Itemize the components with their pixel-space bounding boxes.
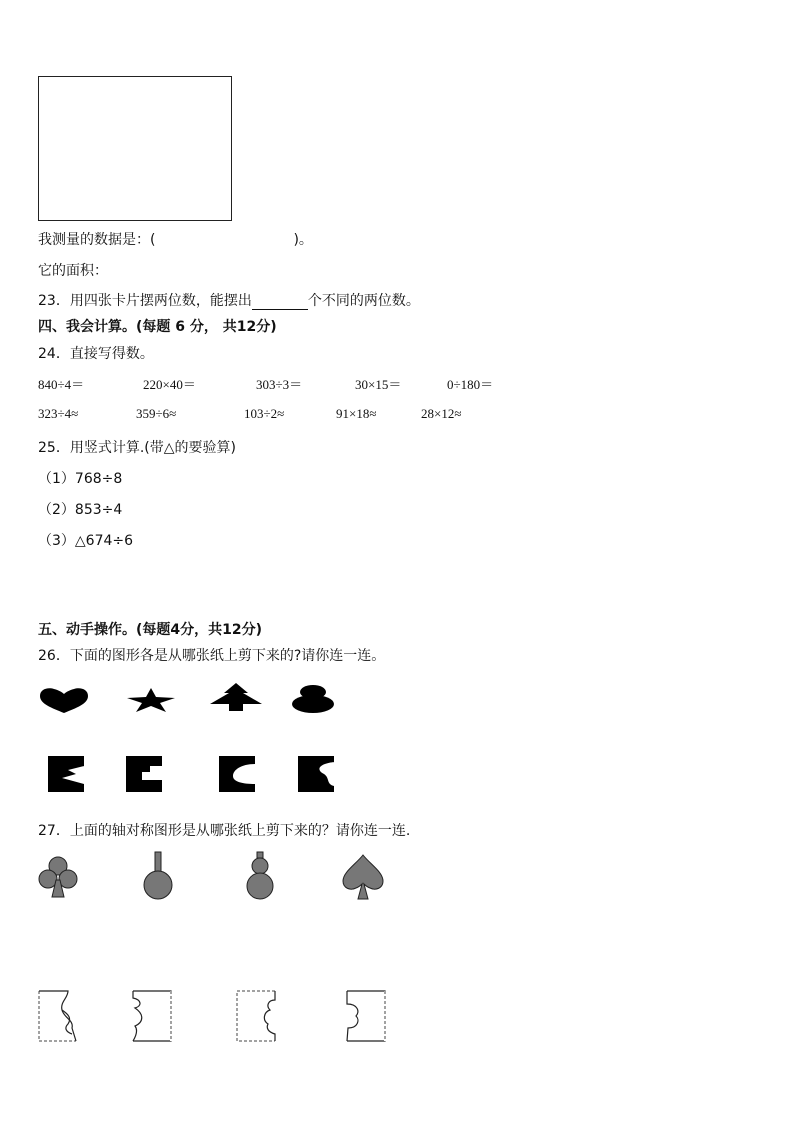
measure-line xyxy=(38,229,313,249)
q23-answer-blank[interactable] xyxy=(252,295,308,310)
q24-r1-c1: 840÷4＝ xyxy=(38,377,85,392)
lollipop-shape xyxy=(140,852,176,900)
question-27-title: 27．上面的轴对称图形是从哪张纸上剪下来的？请你连一连. xyxy=(38,823,411,839)
tree-arrow-shape xyxy=(210,683,262,711)
paper-cut-curve xyxy=(219,756,255,792)
question-26-title: 26．下面的图形各是从哪张纸上剪下来的?请你连一连。 xyxy=(38,648,386,664)
q24-r1-c4: 30×15＝ xyxy=(355,377,402,392)
q25-item-1: （1）768÷8 xyxy=(38,471,123,487)
section-4-title: 四、我会计算。(每题 6 分， 共12分) xyxy=(38,319,277,335)
q24-r2-c5: 28×12≈ xyxy=(421,406,462,421)
q23-text-before: 23．用四张卡片摆两位数，能摆出 xyxy=(38,293,252,309)
q24-r1-c2: 220×40＝ xyxy=(143,377,196,392)
club-shape xyxy=(38,856,78,898)
q25-item-3: （3）△674÷6 xyxy=(38,533,134,549)
paper-cut-zigzag xyxy=(48,756,84,792)
measure-box xyxy=(38,76,232,221)
q23-text-after: 个不同的两位数。 xyxy=(307,293,420,309)
measure-end: )。 xyxy=(293,232,313,248)
folded-paper-3 xyxy=(236,990,276,1042)
q24-r2-c2: 359÷6≈ xyxy=(136,406,177,421)
q24-r1-c5: 0÷180＝ xyxy=(447,377,494,392)
paper-cut-step xyxy=(126,756,162,792)
area-label: 它的面积： xyxy=(38,263,108,279)
stacked-oval-shape xyxy=(292,685,334,713)
measure-label: 我测量的数据是：( xyxy=(38,232,156,248)
question-25-title: 25．用竖式计算.(带△的要验算) xyxy=(38,440,236,456)
folded-paper-2 xyxy=(132,990,172,1042)
q24-r2-c3: 103÷2≈ xyxy=(244,406,285,421)
question-24-title: 24．直接写得数。 xyxy=(38,346,154,362)
paper-cut-wave xyxy=(298,756,334,792)
heart-shape xyxy=(38,686,90,714)
q24-r2-c1: 323÷4≈ xyxy=(38,406,79,421)
star-shape xyxy=(126,688,176,712)
gourd-shape xyxy=(244,852,276,900)
folded-paper-4 xyxy=(346,990,388,1042)
folded-paper-1 xyxy=(38,990,78,1042)
q25-item-2: （2）853÷4 xyxy=(38,502,123,518)
spade-shape xyxy=(342,854,384,900)
section-5-title: 五、动手操作。(每题4分，共12分) xyxy=(38,622,263,638)
q24-r2-c4: 91×18≈ xyxy=(336,406,377,421)
question-23 xyxy=(38,290,420,310)
q24-r1-c3: 303÷3＝ xyxy=(256,377,303,392)
